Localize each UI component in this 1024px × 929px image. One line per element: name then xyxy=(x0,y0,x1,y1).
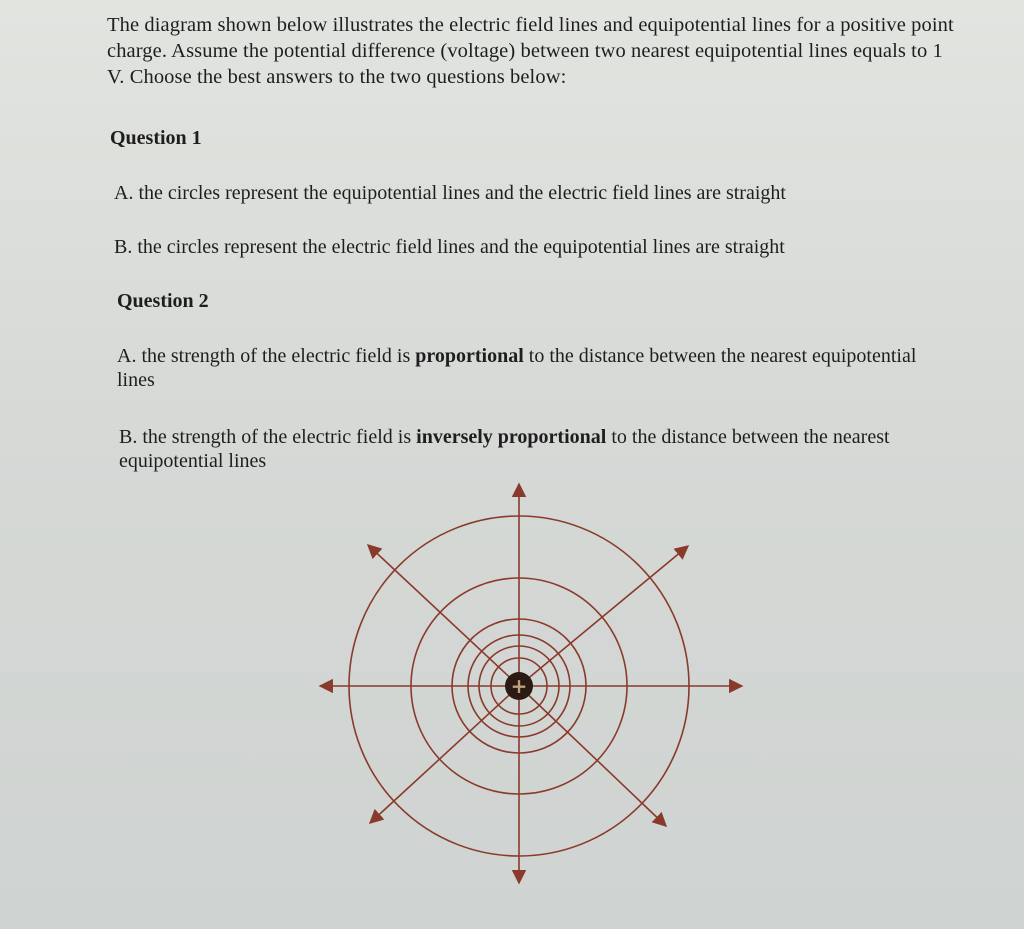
q2a-prefix: A. the strength of the electric field is xyxy=(117,345,416,367)
field-line-6 xyxy=(368,545,519,686)
field-line-5 xyxy=(519,546,688,686)
question-2-option-b xyxy=(119,425,929,473)
q2a-suffix: to the distance between the nearest equipotential lines xyxy=(117,345,917,391)
question-1-option-a: A. the circles represent the equipotential lines and the electric field lines are straight xyxy=(114,182,786,204)
q2a-bold: proportional xyxy=(415,345,524,367)
question-2-option-a xyxy=(117,344,917,392)
question-1-title: Question 1 xyxy=(110,127,202,149)
q2b-prefix: B. the strength of the electric field is xyxy=(119,426,417,448)
field-line-7 xyxy=(519,686,666,826)
field-line-8 xyxy=(370,686,519,823)
field-diagram xyxy=(310,478,750,888)
question-2-title: Question 2 xyxy=(117,290,209,312)
q2b-suffix: to the distance between the nearest equipotential lines xyxy=(119,426,890,472)
question-1-option-b: B. the circles represent the electric field lines and the equipotential lines are straight xyxy=(114,236,785,258)
intro-paragraph: The diagram shown below illustrates the electric field lines and equipotential lines for a positive point charge. Assume the potential difference (voltage) between two nearest equipotential lines equals to 1 V. Choose the best answers to the two questions below: xyxy=(107,14,954,88)
charge-sign: + xyxy=(510,674,528,698)
q2b-bold: inversely proportional xyxy=(416,426,607,448)
